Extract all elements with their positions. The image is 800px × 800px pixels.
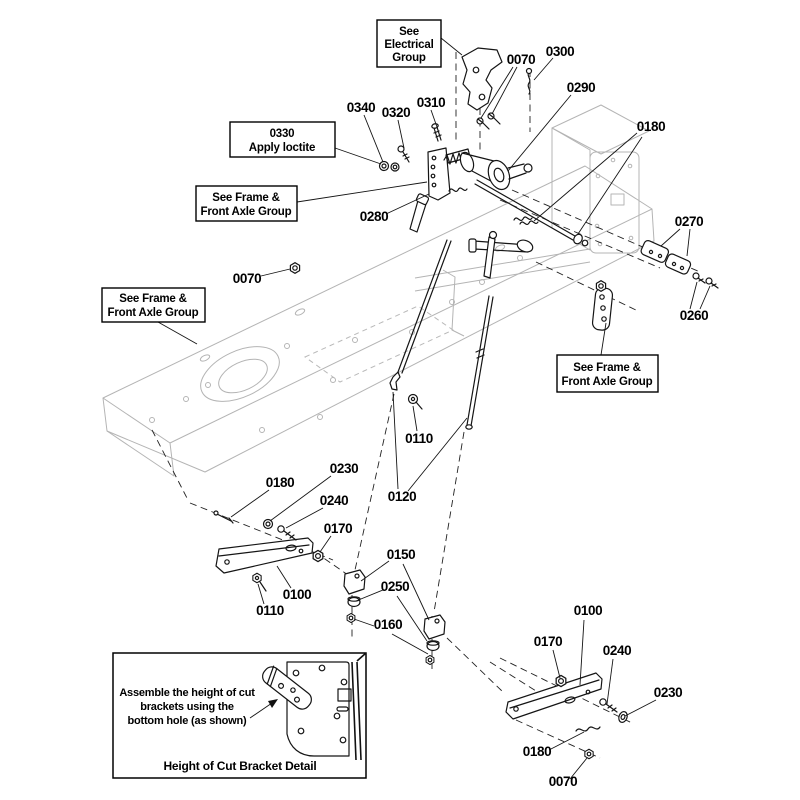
leader-0180-right	[549, 732, 584, 750]
part-label-0150: 0150	[386, 547, 416, 562]
leader-0260	[690, 282, 710, 309]
callout-frame-upper-line1: See Frame &	[212, 192, 280, 204]
nut-0070-left	[290, 263, 299, 274]
callout-frame-upper-line2: Front Axle Group	[200, 206, 292, 218]
part-label-0170-left: 0170	[323, 521, 353, 536]
part-label-0110-left: 0110	[256, 603, 284, 618]
part-label-0100-left: 0100	[282, 587, 312, 602]
part-label-0240-left: 0240	[319, 493, 349, 508]
leader-0110-middle	[413, 406, 417, 431]
hoc-bracket-left	[216, 538, 313, 573]
part-label-0180-right: 0180	[522, 744, 552, 759]
part-label-0230-right: 0230	[653, 685, 683, 700]
leader-0300	[534, 58, 553, 80]
part-label-0230-left: 0230	[329, 461, 359, 476]
callout-loctite-line2: Apply loctite	[248, 142, 316, 154]
part-label-0260: 0260	[679, 308, 709, 323]
part-label-0070-right: 0070	[548, 774, 578, 789]
detail-box	[113, 653, 366, 778]
detail-note-line1: Assemble the height of cut	[119, 687, 255, 699]
leader-0180-left	[231, 490, 269, 517]
part-label-0270: 0270	[674, 214, 704, 229]
electrical-bracket-drawing	[462, 48, 502, 110]
pivot-barrel-drawing	[458, 151, 532, 193]
leader-0320	[398, 120, 404, 148]
trunnion-stack-left	[344, 570, 365, 623]
callout-frame-right-line2: Front Axle Group	[561, 376, 653, 388]
leader-0170-right	[553, 650, 560, 678]
trunnion-stack-right	[424, 615, 445, 665]
part-label-0110-middle: 0110	[405, 431, 433, 446]
part-label-0180-left: 0180	[265, 475, 295, 490]
leader-0240-left	[286, 508, 323, 528]
detail-note-line2: brackets using the	[140, 701, 234, 713]
part-label-0300: 0300	[545, 44, 575, 59]
cotter-pin-head	[527, 69, 532, 74]
washers-0340	[380, 162, 400, 172]
callout-electrical-line1: See	[399, 26, 419, 38]
cable-clamps-0270	[640, 239, 692, 275]
part-label-0280: 0280	[359, 209, 389, 224]
part-label-0310: 0310	[416, 95, 446, 110]
part-label-0070-top: 0070	[506, 52, 536, 67]
leader-0100-right	[580, 620, 584, 685]
leader-0070-left	[261, 269, 290, 276]
part-label-0070-left: 0070	[232, 271, 262, 286]
lift-rod-right	[466, 296, 493, 429]
part-label-0290: 0290	[566, 80, 596, 95]
part-label-0240-right: 0240	[602, 643, 632, 658]
part-label-0120: 0120	[387, 489, 417, 504]
screws-0070-top	[477, 113, 500, 129]
callout-electrical-line3: Group	[392, 52, 426, 64]
leader-0230-right	[625, 700, 656, 716]
callout-frame-right-line1: See Frame &	[573, 362, 641, 374]
part-label-0160: 0160	[373, 617, 403, 632]
hoc-bracket-right	[506, 673, 602, 719]
lift-lever-right	[469, 217, 534, 278]
callout-frame-left-line2: Front Axle Group	[107, 307, 199, 319]
detail-note-line3: bottom hole (as shown)	[127, 715, 247, 727]
screw-0320	[398, 146, 409, 162]
leader-0240-right	[607, 659, 613, 704]
part-label-0180-top: 0180	[636, 119, 666, 134]
part-label-0320: 0320	[381, 105, 411, 120]
part-label-0340: 0340	[346, 100, 376, 115]
leader-0340	[364, 115, 383, 162]
anchor-strap-right	[592, 281, 613, 331]
bolt-0110-middle	[409, 395, 423, 410]
callout-loctite-line1: 0330	[269, 128, 295, 140]
screws-0260	[693, 273, 718, 288]
callout-frame-left-line1: See Frame &	[119, 293, 187, 305]
part-label-0250: 0250	[380, 579, 410, 594]
callout-electrical-line2: Electrical	[384, 39, 434, 51]
part-label-0100-right: 0100	[573, 603, 603, 618]
leader-0100-left	[277, 566, 291, 588]
leader-0180-top	[534, 133, 642, 234]
callout-boxes	[102, 20, 658, 392]
leader-0250	[356, 590, 427, 641]
part-label-0170-right: 0170	[533, 634, 563, 649]
detail-caption: Height of Cut Bracket Detail	[163, 759, 317, 773]
leader-0170-left	[320, 536, 331, 552]
